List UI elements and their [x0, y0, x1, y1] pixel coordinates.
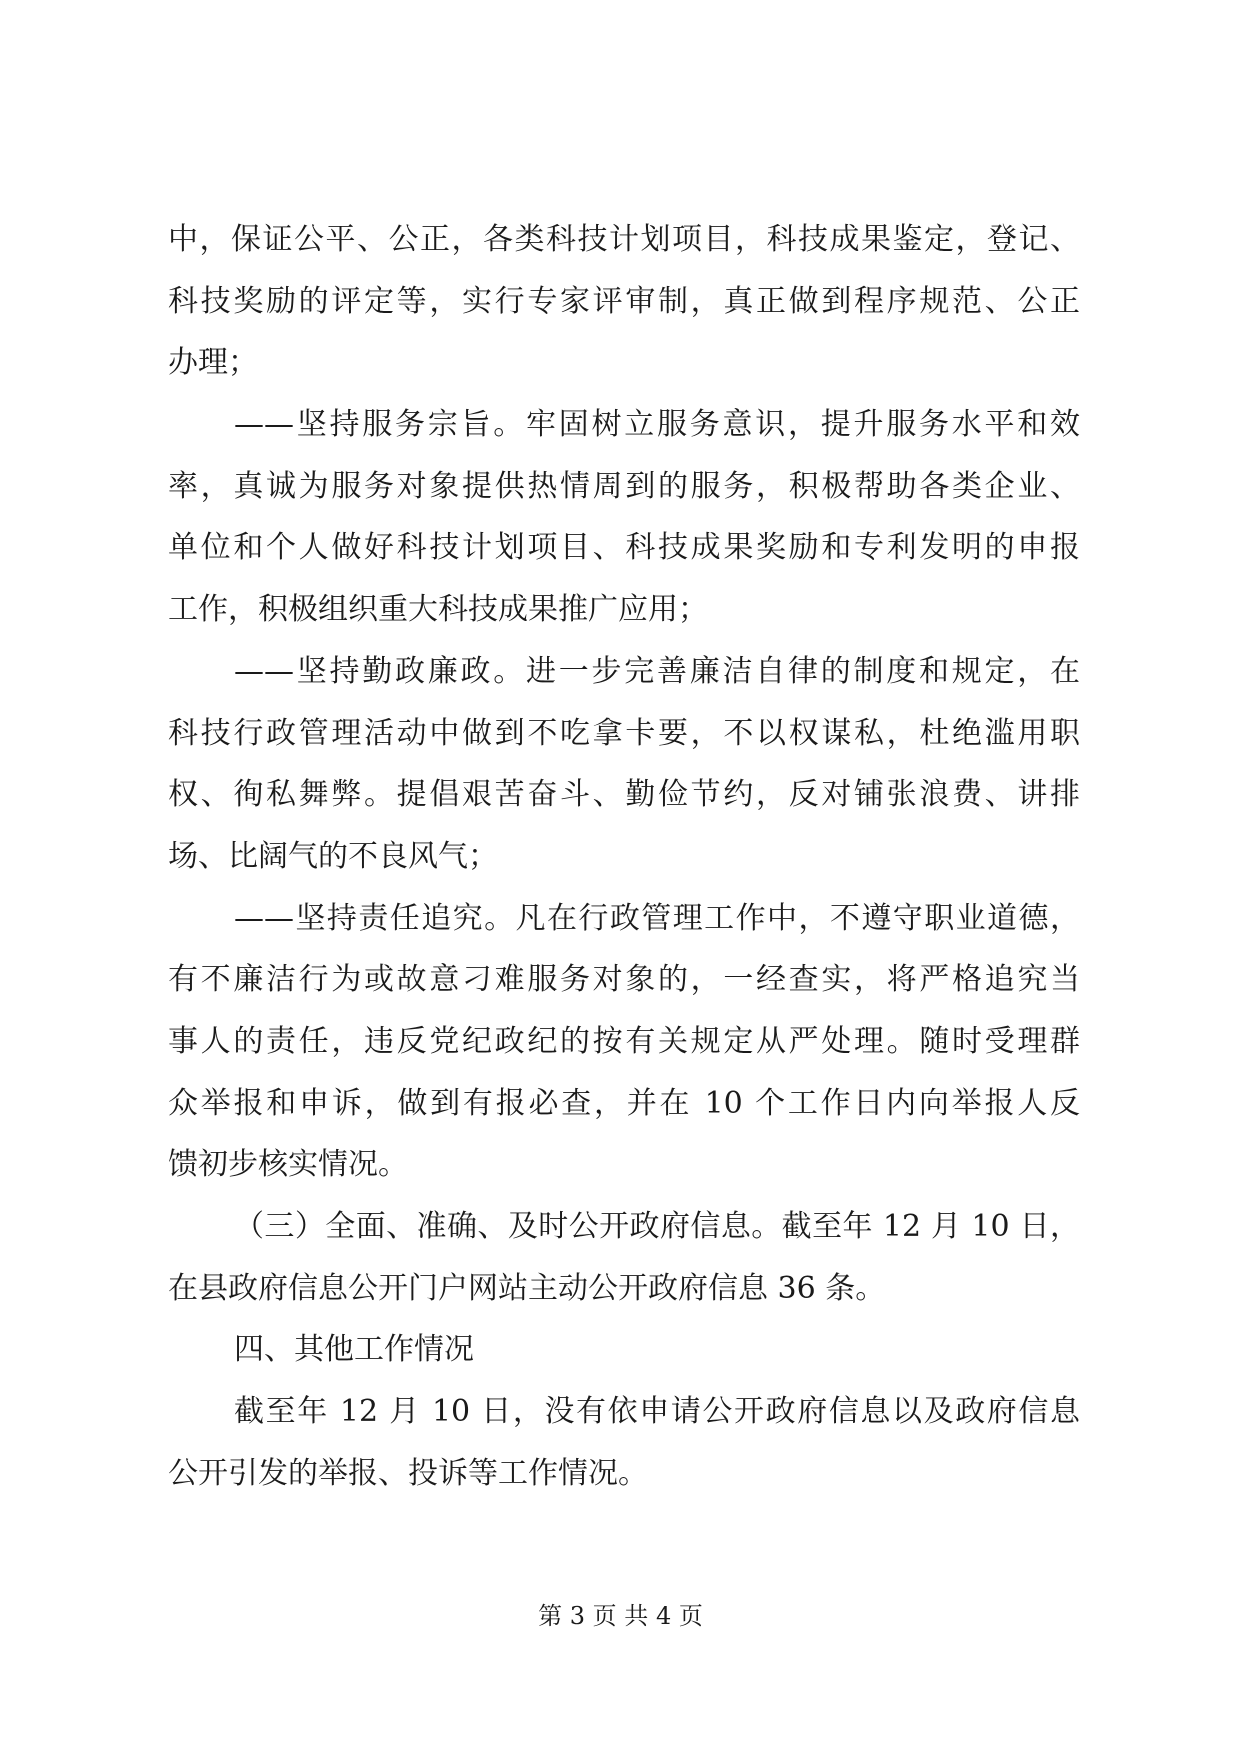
text-line: 场、比阔气的不良风气； [168, 838, 498, 874]
text-line: 工作，积极组织重大科技成果推广应用； [168, 592, 708, 628]
text-line: 单位和个人做好科技计划项目、科技成果奖励和专利发明的申报 [168, 530, 1080, 566]
text-line: 权、徇私舞弊。提倡艰苦奋斗、勤俭节约，反对铺张浪费、讲排 [168, 777, 1080, 813]
text-line: ——坚持勤政廉政。进一步完善廉洁自律的制度和规定，在 [234, 653, 1080, 689]
paragraph [168, 209, 1080, 394]
paragraph [168, 394, 1080, 641]
paragraph [168, 888, 1080, 1196]
paragraph [168, 1381, 1080, 1504]
text-line: 率，真诚为服务对象提供热情周到的服务，积极帮助各类企业、 [168, 468, 1080, 504]
paragraph [168, 1196, 1080, 1319]
document-body [168, 209, 1080, 1504]
text-line: 在县政府信息公开门户网站主动公开政府信息 36 条。 [168, 1270, 886, 1306]
text-line: （三）全面、准确、及时公开政府信息。截至年 12 月 10 日， [234, 1209, 1080, 1244]
text-line: 科技奖励的评定等，实行专家评审制，真正做到程序规范、公正 [168, 283, 1080, 319]
page-footer: 第 3 页 共 4 页 [538, 1602, 703, 1630]
text-line: 办理； [168, 345, 258, 381]
text-line: ——坚持责任追究。凡在行政管理工作中，不遵守职业道德， [234, 900, 1080, 936]
text-line: 馈初步核实情况。 [168, 1147, 408, 1183]
text-line: 公开引发的举报、投诉等工作情况。 [168, 1455, 648, 1491]
text-line: 事人的责任，违反党纪政纪的按有关规定从严处理。随时受理群 [168, 1023, 1080, 1059]
text-line: 有不廉洁行为或故意刁难服务对象的，一经查实，将严格追究当 [168, 962, 1080, 998]
text-line: 众举报和申诉，做到有报必查，并在 10 个工作日内向举报人反 [168, 1085, 1080, 1121]
paragraph [168, 1319, 1080, 1381]
paragraph [168, 641, 1080, 888]
text-line: ——坚持服务宗旨。牢固树立服务意识，提升服务水平和效 [234, 407, 1080, 443]
text-line: 科技行政管理活动中做到不吃拿卡要，不以权谋私，杜绝滥用职 [168, 715, 1080, 751]
text-line: 截至年 12 月 10 日，没有依申请公开政府信息以及政府信息 [234, 1394, 1080, 1430]
text-line: 中，保证公平、公正，各类科技计划项目，科技成果鉴定，登记、 [168, 222, 1080, 257]
text-line: 四、其他工作情况 [234, 1332, 474, 1368]
